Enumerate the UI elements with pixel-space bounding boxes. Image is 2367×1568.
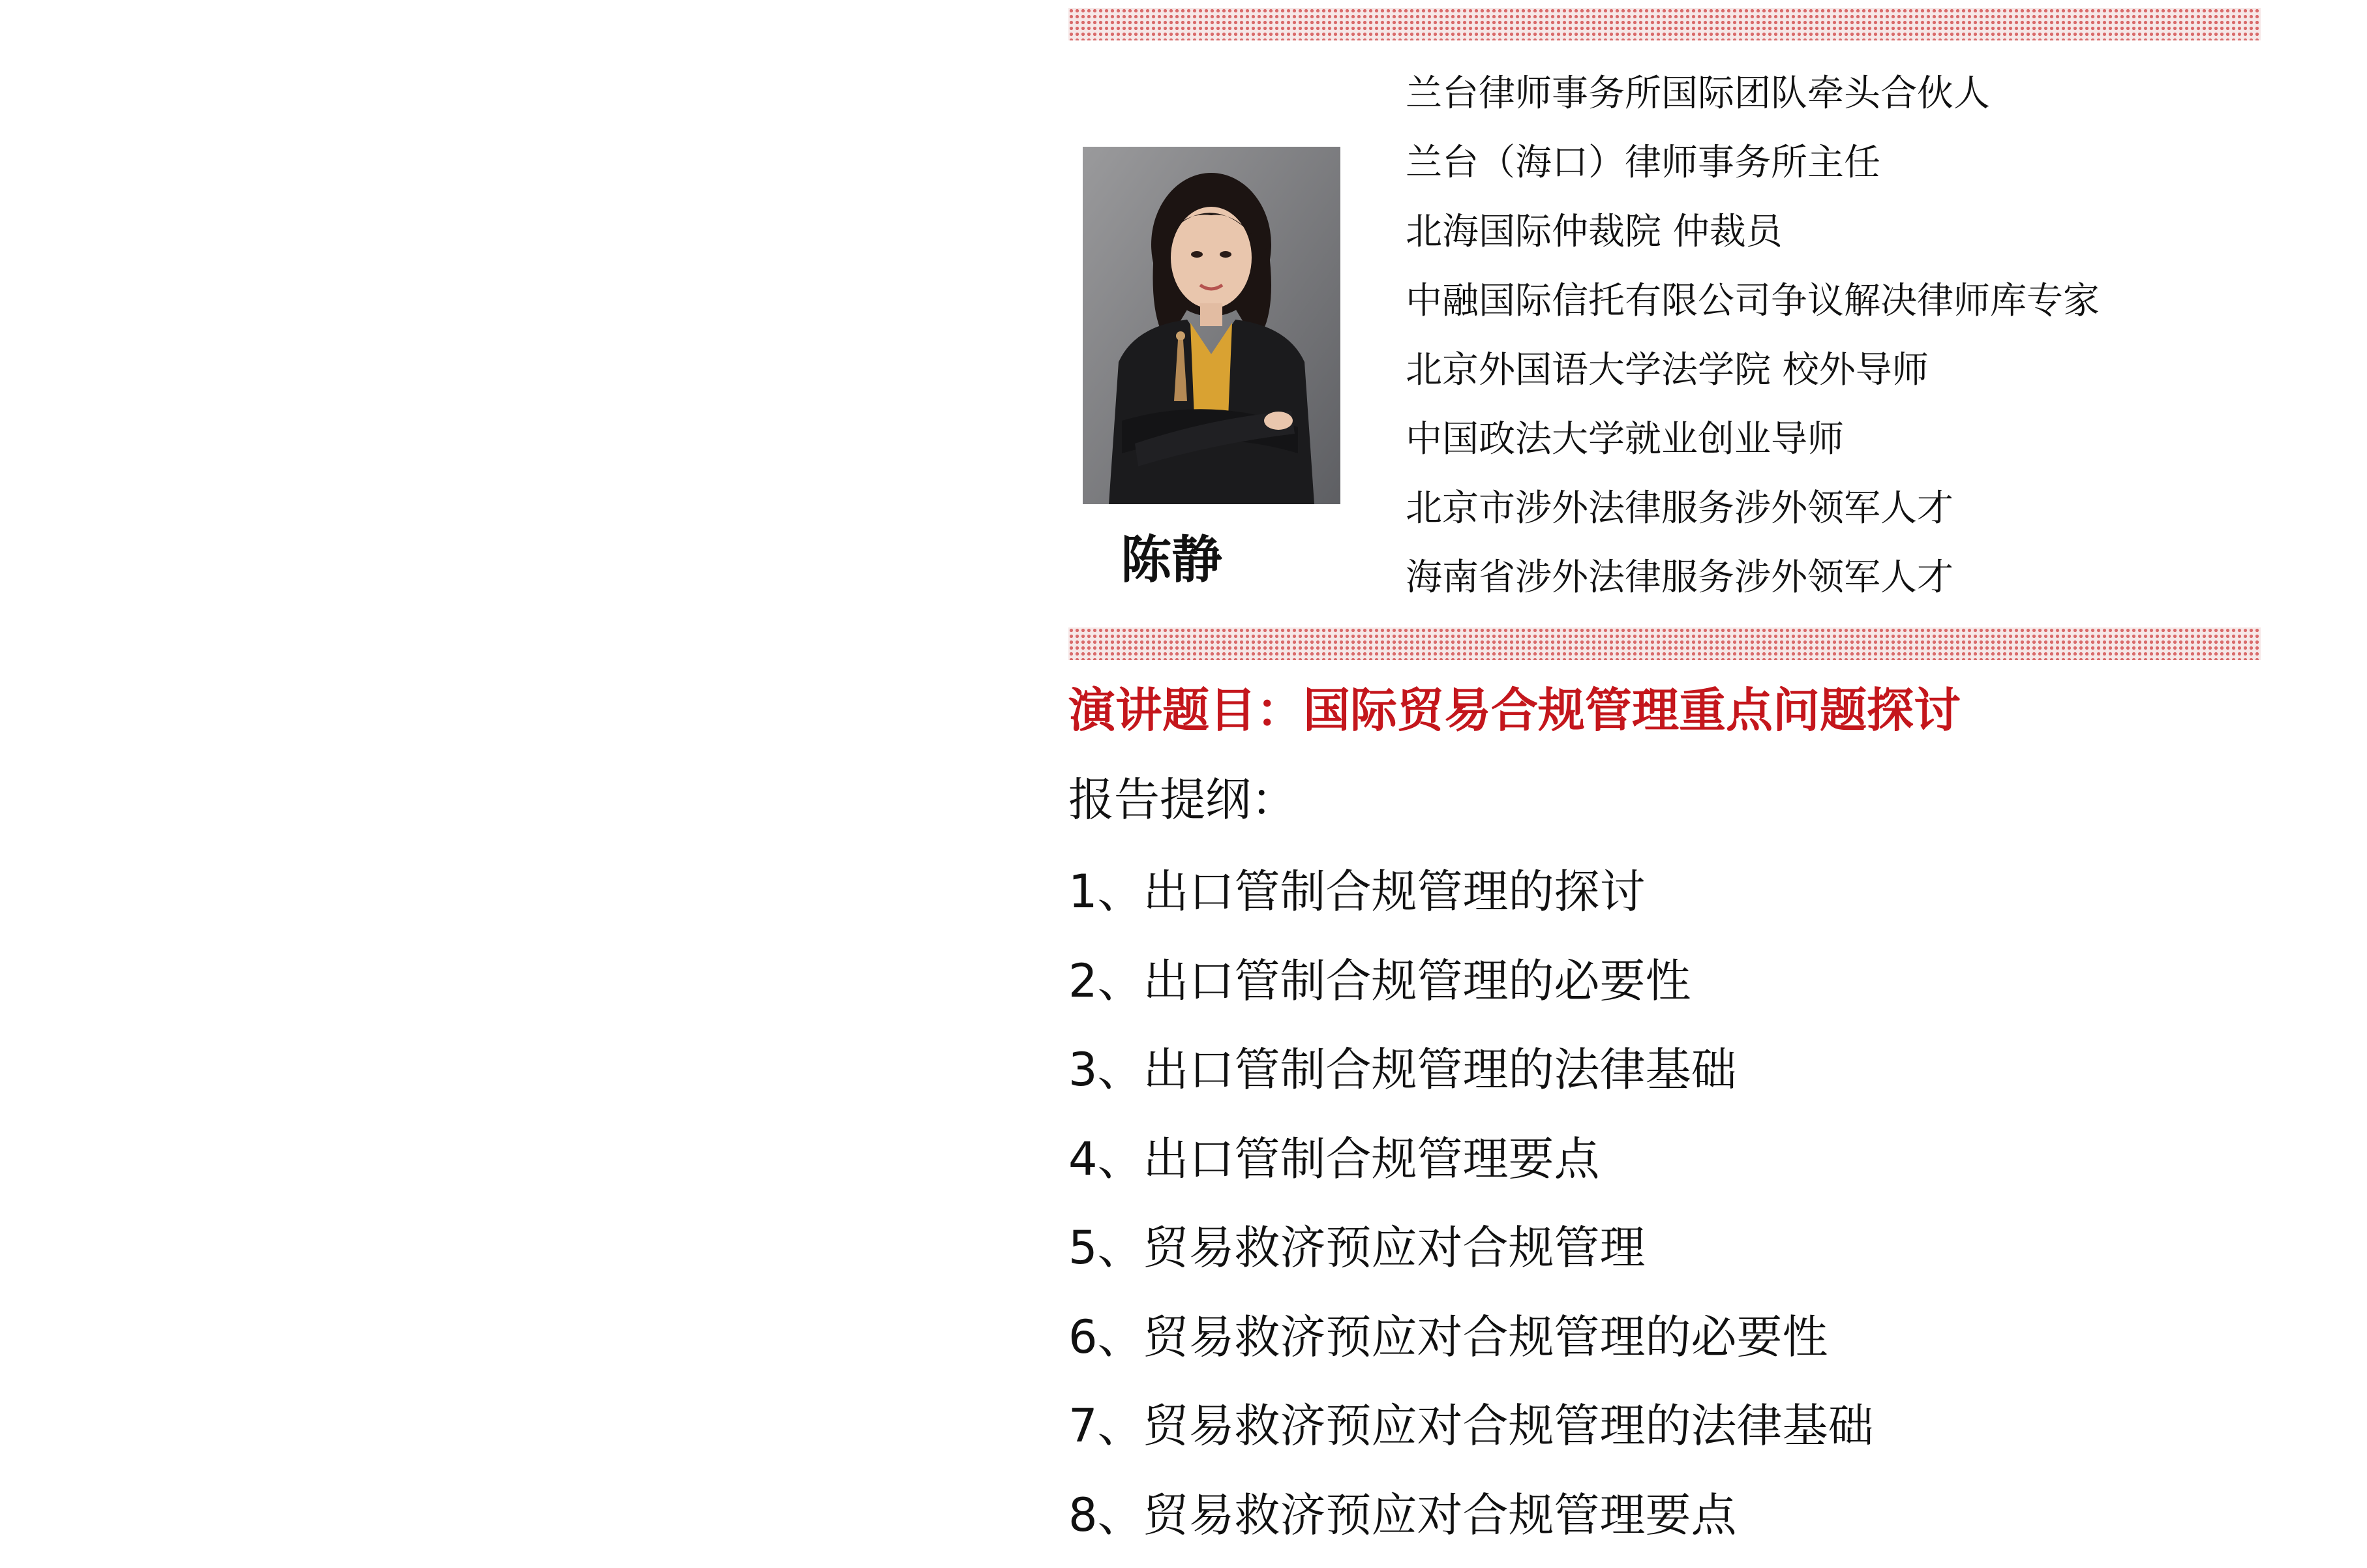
outline-item: 6、贸易救济预应对合规管理的必要性: [1068, 1301, 1874, 1391]
speaker-name: 陈静: [1121, 535, 1222, 586]
speaker-title-item: 北京市涉外法律服务涉外领军人才: [1406, 480, 2100, 549]
outline-list: [1068, 856, 1874, 1568]
speaker-title-item: 兰台律师事务所国际团队牵头合伙人: [1406, 65, 2100, 134]
speaker-title-item: 海南省涉外法律服务涉外领军人才: [1406, 549, 2100, 618]
outline-item: 5、贸易救济预应对合规管理: [1068, 1212, 1874, 1301]
speaker-title-item: 中融国际信托有限公司争议解决律师库专家: [1406, 273, 2100, 342]
speaker-portrait-illustration: [1083, 147, 1340, 504]
talk-title: 演讲题目：国际贸易合规管理重点问题探讨: [1068, 685, 1961, 736]
speaker-title-item: 兰台（海口）律师事务所主任: [1406, 134, 2100, 204]
speaker-titles-list: [1406, 65, 2100, 618]
outline-heading: 报告提纲：: [1068, 775, 1297, 825]
outline-item: 1、出口管制合规管理的探讨: [1068, 856, 1874, 945]
speaker-title-item: 北京外国语大学法学院 校外导师: [1406, 342, 2100, 411]
speaker-title-item: 北海国际仲裁院 仲裁员: [1406, 204, 2100, 273]
speaker-photo: [1083, 147, 1340, 504]
decorative-dotted-band-middle: [1068, 627, 2261, 660]
outline-item: 8、贸易救济预应对合规管理要点: [1068, 1479, 1874, 1568]
outline-item: 3、出口管制合规管理的法律基础: [1068, 1034, 1874, 1123]
speaker-title-item: 中国政法大学就业创业导师: [1406, 411, 2100, 480]
outline-item: 7、贸易救济预应对合规管理的法律基础: [1068, 1390, 1874, 1479]
decorative-dotted-band-top: [1068, 8, 2261, 40]
outline-item: 4、出口管制合规管理要点: [1068, 1123, 1874, 1213]
outline-item: 2、出口管制合规管理的必要性: [1068, 945, 1874, 1034]
